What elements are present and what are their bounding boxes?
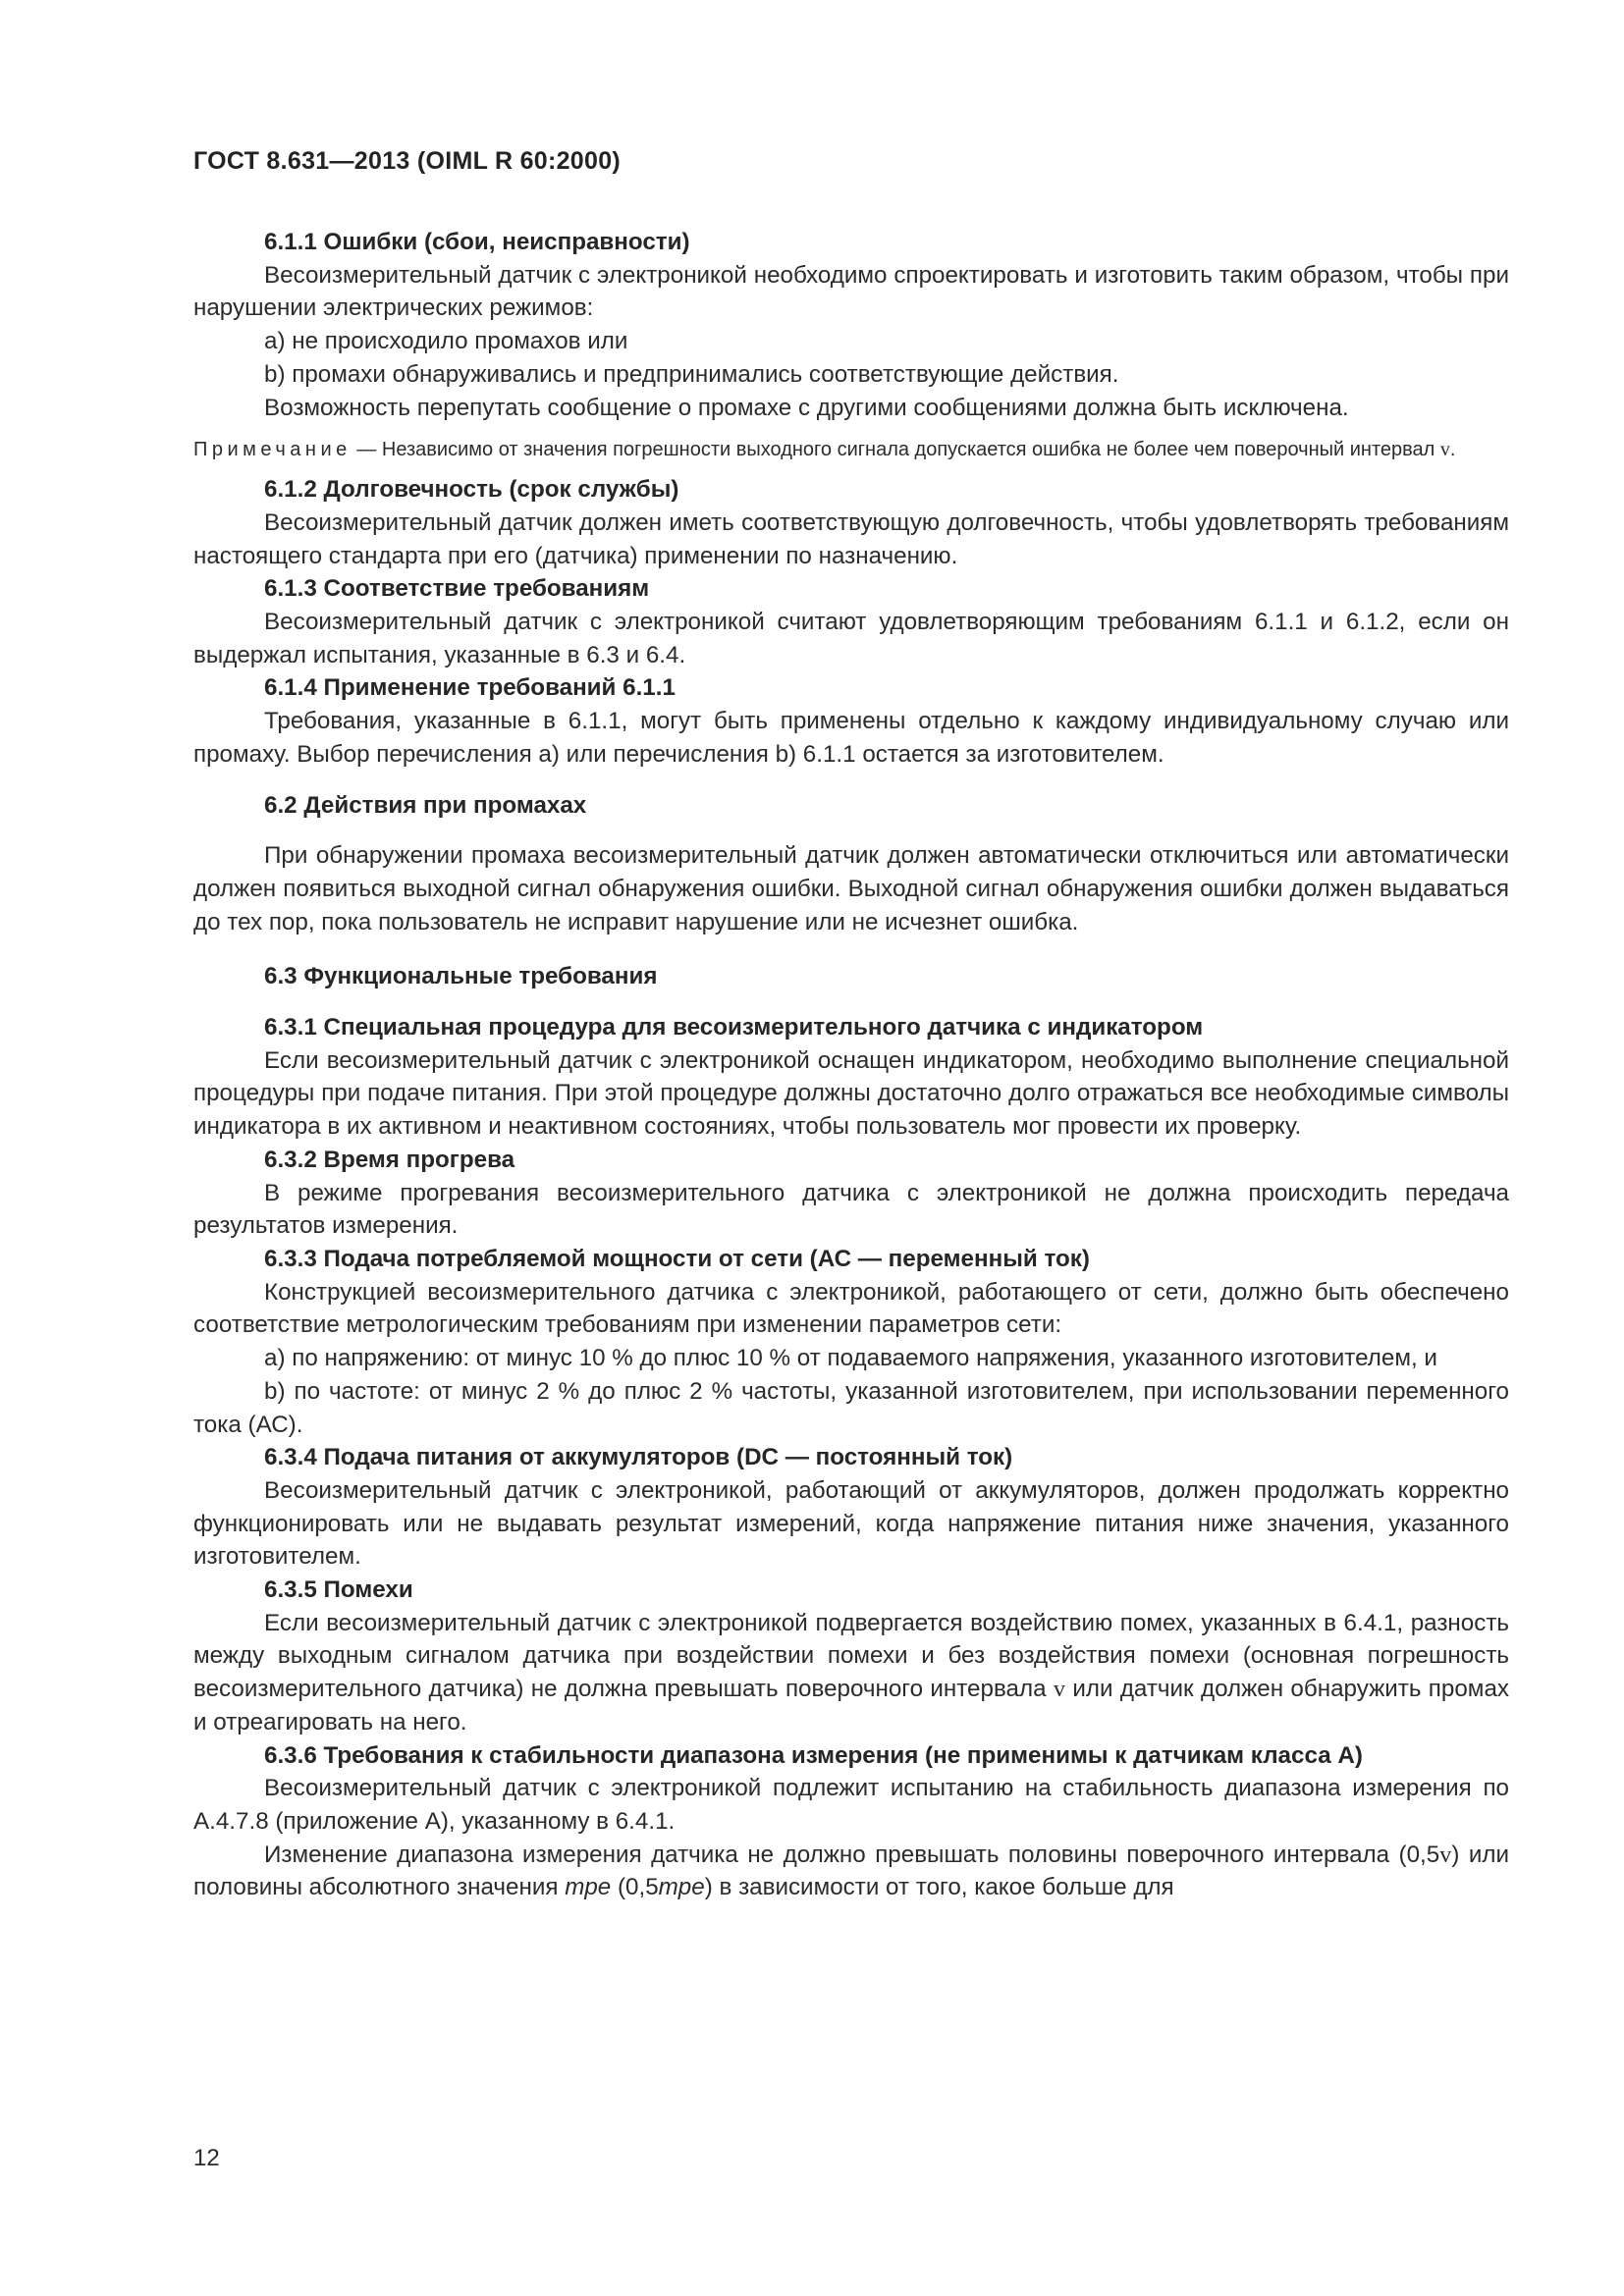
paragraph-6-3-1: Если весоизмерительный датчик с электроникой оснащен индикатором, необходимо выполнение специальной процедуры при подаче питания. При этой процедуре должны достаточно долго отражаться все необходимые символы индикатора в их активном и неактивном состояниях, чтобы пользователь мог провести их проверку. xyxy=(193,1046,1509,1141)
list-item-6-3-3-b: b) по частоте: от минус 2 % до плюс 2 % частоты, указанной изготовителем, при использовании переменного тока (АС). xyxy=(193,1377,1509,1438)
heading-6-1-4: 6.1.4 Применение требований 6.1.1 xyxy=(264,674,676,702)
note-text: — Независимо от значения погрешности выходного сигнала допускается ошибка не более чем поверочный интервал xyxy=(351,439,1440,461)
list-item-6-1-1-a: a) не происходило промахов или xyxy=(264,328,628,355)
note-symbol-v: v xyxy=(1439,439,1450,461)
paragraph-6-3-3: Конструкцией весоизмерительного датчика с электроникой, работающего от сети, должно быть обеспечено соответствие метрологическим требованиям при изменении параметров сети: xyxy=(193,1278,1509,1339)
text-run: (0,5 xyxy=(611,1874,659,1901)
paragraph-6-3-4: Весоизмерительный датчик с электроникой, работающий от аккумуляторов, должен продолжать корректно функционировать или не выдавать результат измерений, когда напряжение питания ниже значения, указанного изготовителем. xyxy=(193,1476,1509,1571)
paragraph-6-2: При обнаружении промаха весоизмерительный датчик должен автоматически отключиться или автоматически должен появиться выходной сигнал обнаружения ошибки. Выходной сигнал обнаружения ошибки должен выдаваться до тех пор, пока пользователь не исправит нарушение или не исчезнет ошибка. xyxy=(193,842,1509,935)
mpe-term: mpe xyxy=(658,1874,705,1901)
paragraph-6-3-6-a: Весоизмерительный датчик с электроникой подлежит испытанию на стабильность диапазона измерения по А.4.7.8 (приложение А), указанному в 6.4.1. xyxy=(193,1775,1509,1835)
paragraph-6-1-3: Весоизмерительный датчик с электроникой считают удовлетворяющим требованиям 6.1.1 и 6.1.2, если он выдержал испытания, указанные в 6.3 и 6.4. xyxy=(193,609,1509,668)
document-body xyxy=(193,226,1509,1904)
heading-6-1-1: 6.1.1 Ошибки (сбои, неисправности) xyxy=(264,229,690,255)
heading-6-3: 6.3 Функциональные требования xyxy=(264,963,658,990)
paragraph-6-1-2: Весоизмерительный датчик должен иметь соответствующую долговечность, чтобы удовлетворять требованиям настоящего стандарта при его (датчика) применении по назначению. xyxy=(193,508,1509,569)
heading-6-2: 6.2 Действия при промахах xyxy=(264,791,587,819)
heading-6-1-2: 6.1.2 Долговечность (срок службы) xyxy=(264,476,679,504)
paragraph-6-3-6-b xyxy=(193,1839,1509,1904)
document-header-id: ГОСТ 8.631—2013 (OIML R 60:2000) xyxy=(193,147,622,175)
paragraph-6-1-1-exclusion: Возможность перепутать сообщение о промахе с другими сообщениями должна быть исключена. xyxy=(264,394,1349,421)
note-label: Примечание xyxy=(193,439,352,461)
heading-6-3-6: 6.3.6 Требования к стабильности диапазона измерения (не применимы к датчикам класса А) xyxy=(264,1741,1363,1769)
list-item-6-1-1-b: b) промахи обнаруживались и предпринимались соответствующие действия. xyxy=(264,360,1119,388)
heading-6-1-3: 6.1.3 Соответствие требованиям xyxy=(264,575,650,603)
text-run: Изменение диапазона измерения датчика не должно превышать половины поверочного интервала (0,5 xyxy=(264,1841,1440,1868)
paragraph-6-3-5 xyxy=(193,1607,1509,1739)
list-item-6-3-3-a: a) по напряжению: от минус 10 % до плюс 10 % от подаваемого напряжения, указанного изготовителем, и xyxy=(264,1345,1437,1372)
note-end: . xyxy=(1449,439,1456,461)
text-run: ) или половины абсолютного значения xyxy=(193,1841,1509,1901)
note-6-1-1 xyxy=(193,436,1509,463)
heading-6-3-3: 6.3.3 Подача потребляемой мощности от сети (АС — переменный ток) xyxy=(264,1245,1090,1272)
mpe-term: mpe xyxy=(565,1874,612,1901)
paragraph-6-1-4: Требования, указанные в 6.1.1, могут быть применены отдельно к каждому индивидуальному случаю или промаху. Выбор перечисления a) или перечисления b) 6.1.1 остается за изготовителем. xyxy=(193,708,1509,768)
paragraph-6-3-2: В режиме прогревания весоизмерительного датчика с электроникой не должна происходить передача результатов измерения. xyxy=(193,1179,1509,1240)
text-run: ) в зависимости от того, какое больше для xyxy=(704,1874,1174,1901)
heading-6-3-4: 6.3.4 Подача питания от аккумуляторов (DC — постоянный ток) xyxy=(264,1444,1013,1471)
paragraph-6-3-5-end: или датчик должен обнаружить промах и отреагировать на него. xyxy=(193,1676,1509,1735)
heading-6-3-2: 6.3.2 Время прогрева xyxy=(264,1146,515,1173)
symbol-v: v xyxy=(1439,1841,1452,1868)
paragraph-6-3-5-text: Если весоизмерительный датчик с электроникой подвергается воздействию помех, указанных в 6.4.1, разность между выходным сигналом датчика при воздействии помехи и без воздействия помехи (основная погрешность весоизмерительного датчика) не должна превышать поверочного интервала xyxy=(193,1609,1509,1703)
symbol-v: v xyxy=(1053,1676,1065,1703)
heading-6-3-5: 6.3.5 Помехи xyxy=(264,1576,413,1604)
heading-6-3-1: 6.3.1 Специальная процедура для весоизмерительного датчика с индикатором xyxy=(264,1014,1204,1041)
paragraph-6-1-1-intro: Весоизмерительный датчик с электроникой необходимо спроектировать и изготовить таким образом, чтобы при нарушении электрических режимов: xyxy=(193,261,1509,322)
page-number: 12 xyxy=(193,2145,220,2171)
